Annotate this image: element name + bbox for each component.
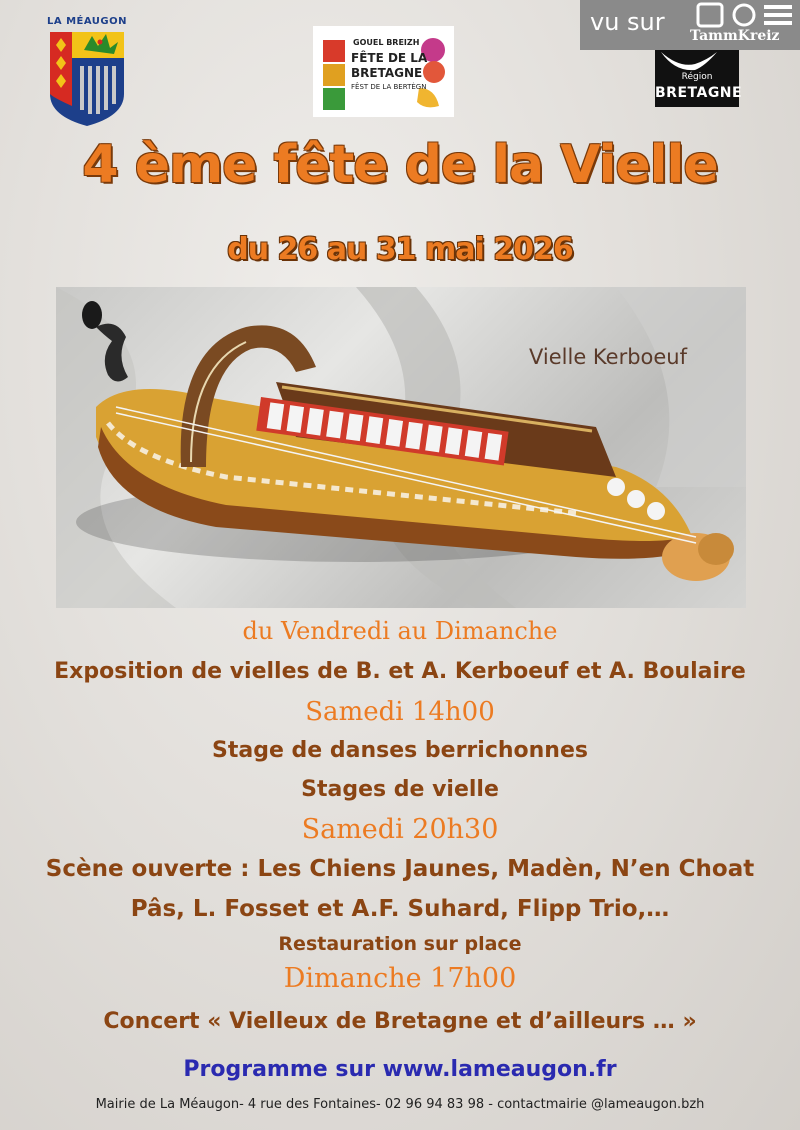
schedule-heading-saturday-20h: Samedi 20h30	[301, 814, 499, 845]
meaugon-crest-icon	[44, 16, 130, 128]
fete-de-la-bretagne-logo	[313, 26, 454, 117]
la-meaugon-logo	[44, 16, 130, 128]
fete-logo-bottom: FÊST DE LA BERTÈGN	[351, 83, 427, 91]
open-stage-line-1: Scène ouverte : Les Chiens Jaunes, Madèn, N’en Choat	[45, 856, 755, 882]
poster-title: 4 ème fête de la Vielle	[82, 135, 718, 195]
tamm-kreiz-badge[interactable]	[580, 0, 800, 50]
event-dates: du 26 au 31 mai 2026	[227, 232, 573, 267]
schedule-heading-saturday-14h: Samedi 14h00	[305, 697, 495, 727]
exhibition-line: Exposition de vielles de B. et A. Kerboeuf et A. Boulaire	[54, 659, 746, 684]
fete-logo-line2: BRETAGNE	[351, 66, 423, 80]
region-label: Région	[681, 72, 713, 82]
vu-sur-label: vu sur	[590, 8, 665, 36]
vielle-photo	[56, 287, 746, 608]
meaugon-logo-label: LA MÉAUGON	[46, 16, 127, 27]
photo-caption: Vielle Kerboeuf	[529, 345, 688, 369]
schedule-heading-friday-sunday: du Vendredi au Dimanche	[242, 617, 558, 645]
tamm-kreiz-logo-icon	[696, 2, 796, 28]
bretagne-label: BRETAGNE	[655, 85, 743, 101]
vielle-workshop-line: Stages de vielle	[301, 777, 499, 802]
hurdy-gurdy-illustration	[56, 287, 746, 608]
footer-contact: Mairie de La Méaugon- 4 rue des Fontaines- 02 96 94 83 98 - contactmairie @lameaugon.bzh	[95, 1097, 705, 1112]
fete-logo-top: GOUEL BREIZH	[353, 38, 420, 47]
schedule-heading-sunday: Dimanche 17h00	[283, 963, 517, 994]
dance-workshop-line: Stage de danses berrichonnes	[212, 738, 588, 763]
concert-line: Concert « Vielleux de Bretagne et d’ailleurs … »	[103, 1009, 697, 1034]
program-website-link[interactable]: Programme sur www.lameaugon.fr	[183, 1057, 617, 1082]
open-stage-line-2: Pâs, L. Fosset et A.F. Suhard, Flipp Trio,…	[130, 896, 670, 922]
region-bretagne-logo	[655, 50, 743, 107]
region-bird-icon	[655, 50, 739, 74]
fete-logo-line1: FÊTE DE LA	[351, 51, 428, 65]
catering-line: Restauration sur place	[278, 933, 522, 955]
tamm-kreiz-label: TammKreiz	[690, 28, 780, 44]
